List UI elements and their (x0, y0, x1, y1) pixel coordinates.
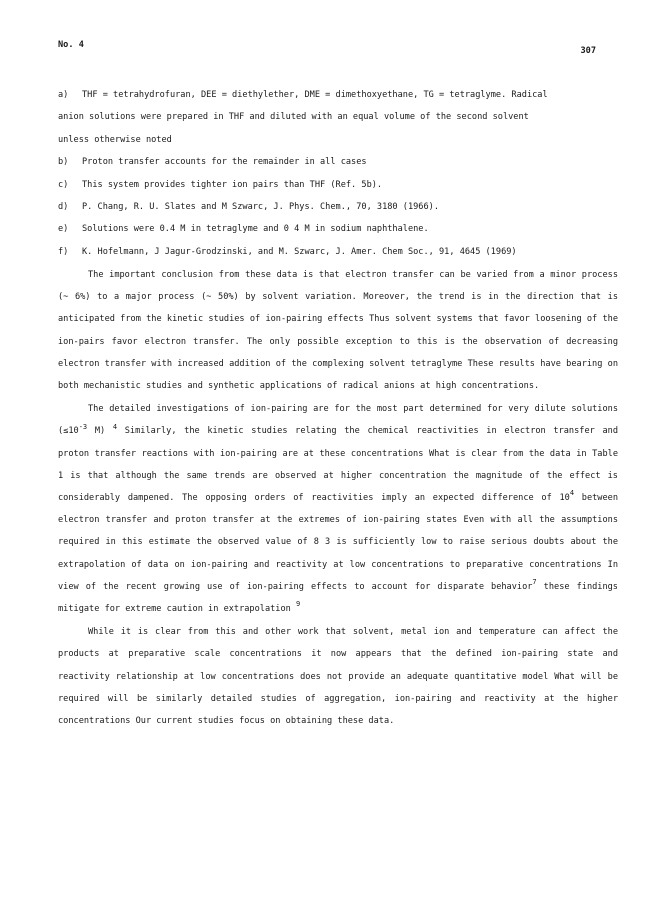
footnote-text: unless otherwise noted (58, 134, 172, 145)
footnote-c (58, 174, 618, 196)
paragraph-text: these findings mitigate for extreme caution in extrapolation (58, 581, 618, 615)
footnote-a-continuation (58, 129, 618, 151)
paragraph-text: M) (87, 426, 113, 437)
page-number: 307 (580, 46, 596, 56)
page-header (58, 40, 596, 56)
paragraph-ion-pairing (58, 398, 618, 620)
footnote-f (58, 241, 618, 263)
footnote-label: b) (58, 157, 69, 168)
footnote-d (58, 196, 618, 218)
footnote-a-continuation (58, 106, 618, 128)
footnote-text: anion solutions were prepared in THF and diluted with an equal volume of the second solvent (58, 112, 529, 123)
paragraph-text: The detailed investigations of ion-pairing are for the most part determined for very dilute solutions (≤10 (58, 404, 618, 437)
reference-marker: 7 (532, 577, 537, 586)
footnote-text: This system provides tighter ion pairs than THF (Ref. 5b). (82, 179, 383, 190)
paragraph-conclusion: The important conclusion from these data is that electron transfer can be varied from a minor process (~ 6%) to a major process (~ 50%) by solvent variation. Moreover, the trend is in the direction that is anticipated from the kinetic studies of ion-pairing effects Thus solvent systems that favor loosening of the ion-pairs favor electron transfer. The only possible exception to this is the observation of decreasing electron transfer with increased addition of the complexing solvent tetraglyme These results have bearing on both mechanistic studies and synthetic applications of radical anions at high concentrations. (58, 270, 618, 392)
footnote-label: f) (58, 246, 69, 257)
reference-marker: 9 (296, 600, 301, 609)
body-text (58, 264, 618, 732)
reference-marker: 4 (112, 422, 118, 431)
footnote-label: c) (58, 179, 69, 190)
table-footnotes (58, 84, 618, 263)
footnote-text: Proton transfer accounts for the remainder in all cases (82, 157, 367, 168)
paragraph-text: between electron transfer and proton transfer at the extremes of ion-pairing states Even with all the assumptions required in this estimate the observed value of 8 3 is sufficiently low to raise serious doubts about the extrapolation of data on ion-pairing and reactivity at low concentrations to preparative concentrations In view of the recent growing use of ion-pairing effects to account for disparate behavior (58, 493, 618, 592)
footnote-a (58, 84, 618, 106)
footnote-text: Solutions were 0.4 M in tetraglyme and 0 4 M in sodium naphthalene. (82, 224, 429, 235)
footnote-e (58, 218, 618, 240)
footnote-b (58, 151, 618, 173)
footnote-label: d) (58, 202, 69, 213)
footnote-label: a) (58, 90, 69, 100)
issue-number: No. 4 (58, 40, 84, 50)
paragraph-future-work: While it is clear from this and other work that solvent, metal ion and temperature can affect the products at preparative scale concentrations it now appears that the defined ion-pairing state and reactivity relationship at low concentrations does not provide an adequate quantitative model What will be required will be similarly detailed studies of aggregation, ion-pairing and reactivity at the higher concentrations Our current studies focus on obtaining these data. (58, 627, 618, 727)
footnote-text: THF = tetrahydrofuran, DEE = diethylether, DME = dimethoxyethane, TG = tetraglyme. Radical (82, 90, 548, 100)
paragraph-text: Similarly, the kinetic studies relating the chemical reactivities in electron transfer and proton transfer reactions with ion-pairing are at these concentrations What is clear from the data in Table 1 is that although the same trends are observed at higher concentration the magnitude of the effect is considerably dampened. The opposing orders of reactivities imply an expected difference of 10 (58, 426, 618, 504)
exponent: 4 (569, 489, 575, 498)
exponent: -3 (78, 422, 88, 431)
footnote-label: e) (58, 224, 69, 235)
footnote-text: K. Hofelmann, J Jagur-Grodzinski, and M. Szwarc, J. Amer. Chem Soc., 91, 4645 (1969) (82, 246, 517, 257)
footnote-text: P. Chang, R. U. Slates and M Szwarc, J. Phys. Chem., 70, 3180 (1966). (82, 202, 439, 213)
